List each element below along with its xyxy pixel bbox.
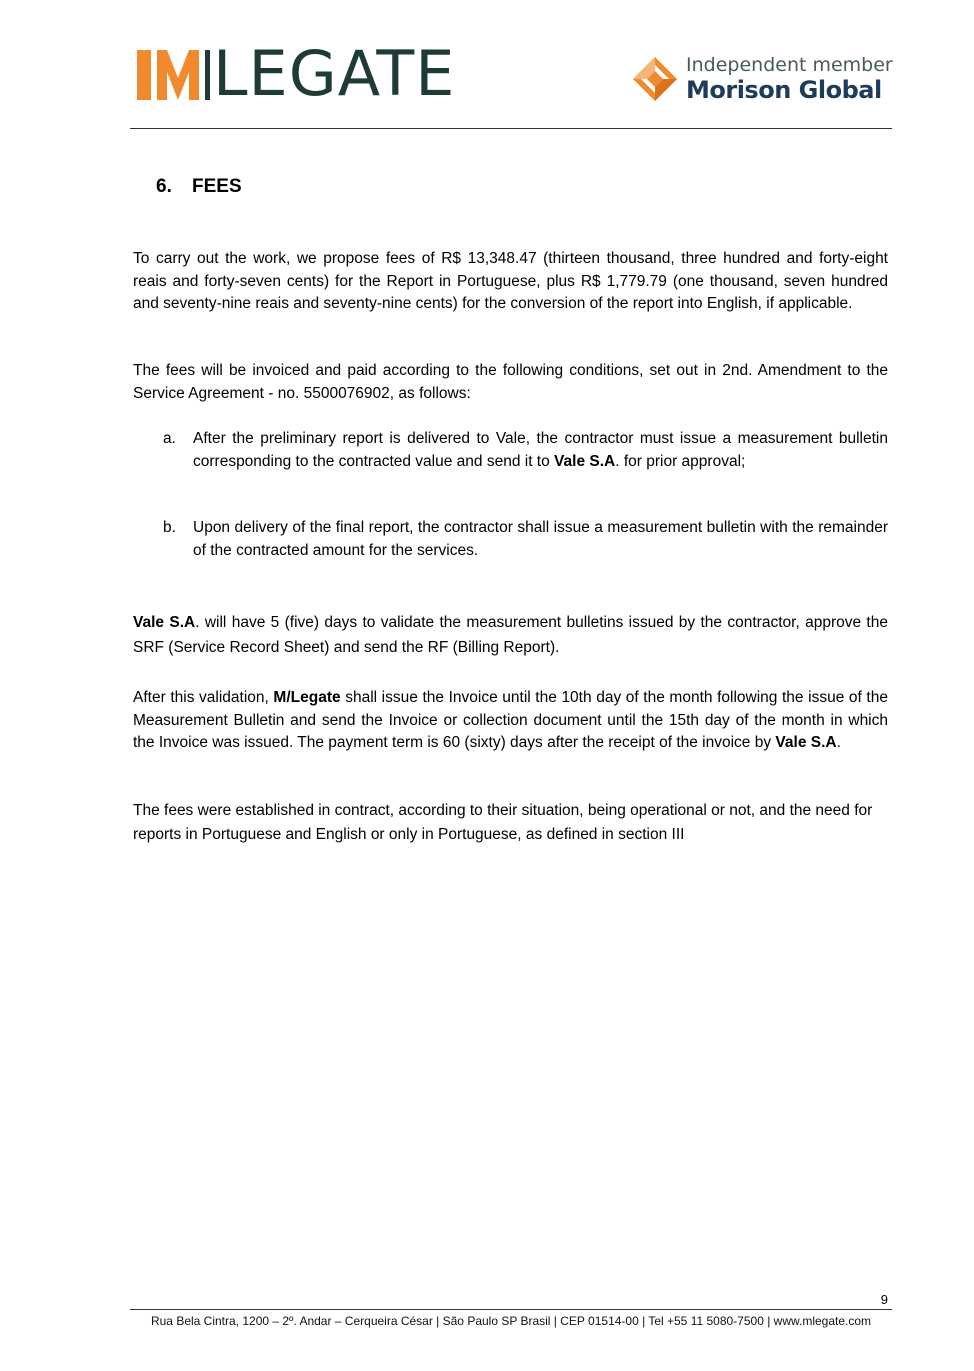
section-number: 6.: [156, 176, 172, 197]
paragraph-text: After this validation, M/Legate shall issue the Invoice until the 10th day of the month following the issue of the Measurement Bulletin and send the Invoice or collection document until the 15th day of the month in which the Invoice was issued. The payment term is 60 (sixty) days after the receipt of the invoice by Vale S.A.: [133, 689, 888, 751]
mlegate-logo: [137, 37, 467, 110]
paragraph-validation: [133, 610, 888, 660]
paragraph-text: Vale S.A. will have 5 (five) days to validate the measurement bulletins issued by the contractor, approve the SRF (Service Record Sheet) and send the RF (Billing Report).: [133, 614, 888, 656]
paragraph-contract-terms: [133, 799, 888, 847]
list-item-text: Upon delivery of the final report, the contractor shall issue a measurement bulletin with the remainder of the contracted amount for the services.: [193, 519, 888, 559]
page-header: [130, 37, 893, 130]
section-heading: [156, 176, 242, 198]
paragraph-text: The fees will be invoiced and paid according to the following conditions, set out in 2nd. Amendment to the Service Agreement - no. 5500076902, as follows:: [133, 362, 888, 402]
footer-address: Rua Bela Cintra, 1200 – 2º. Andar – Cerqueira César | São Paulo SP Brasil | CEP 01514-00 | Tel +55 11 5080-7500 | www.mlegate.com: [150, 1314, 872, 1328]
header-divider: [130, 128, 892, 129]
footer-divider: [130, 1309, 892, 1310]
paragraph-text: To carry out the work, we propose fees of R$ 13,348.47 (thirteen thousand, three hundred and forty-eight reais and forty-seven cents) for the Report in Portuguese, plus R$ 1,779.79 (one thousand, seven hundred and seventy-nine reais and seventy-nine cents) for the conversion of the report into English, if applicable.: [133, 250, 888, 312]
page-number: 9: [880, 1292, 888, 1307]
list-marker: a.: [163, 430, 176, 447]
morison-global-emblem-icon: [632, 56, 678, 102]
list-item-text: After the preliminary report is delivered to Vale, the contractor must issue a measurement bulletin corresponding to the contracted value and send it to Vale S.A. for prior approval;: [193, 430, 888, 470]
paragraph-text: The fees were established in contract, according to their situation, being operational or not, and the need for reports in Portuguese and English or only in Portuguese, as defined in section III: [133, 802, 873, 843]
paragraph-invoicing: [133, 687, 888, 755]
mlegate-logo-mark-icon: [137, 48, 217, 104]
paragraph-fee-proposal: [133, 248, 888, 316]
list-marker: b.: [163, 519, 176, 536]
section-title: FEES: [192, 176, 242, 197]
page-footer: [130, 1290, 892, 1340]
partner-name: Morison Global: [686, 76, 882, 104]
list-item-b: [163, 517, 888, 562]
paragraph-invoice-conditions: [133, 360, 888, 405]
morison-global-badge: [628, 54, 893, 108]
logo-wordmark: LEGATE: [213, 37, 456, 110]
list-item-a: [163, 428, 888, 473]
partner-tagline: Independent member: [686, 54, 893, 76]
